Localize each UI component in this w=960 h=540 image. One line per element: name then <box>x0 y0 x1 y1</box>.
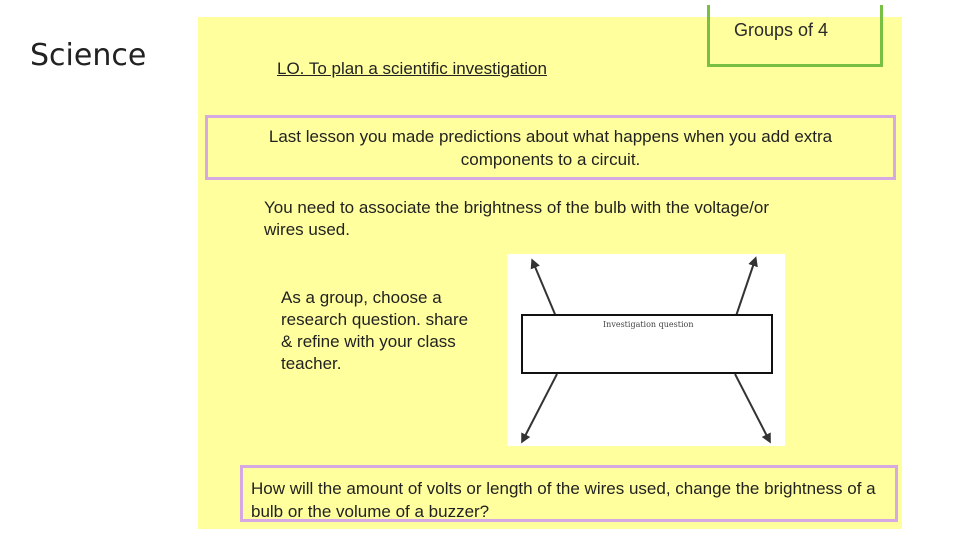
investigation-diagram <box>507 254 785 446</box>
group-instructions: As a group, choose a research question. share & refine with your class teacher. <box>281 288 469 373</box>
groups-label: Groups of 4 <box>734 20 829 40</box>
investigation-question-box <box>521 314 773 374</box>
prior-lesson-box <box>205 115 896 180</box>
association-note: You need to associate the brightness of the bulb with the voltage/or wires used. <box>264 198 769 239</box>
investigation-question-label: Investigation question <box>603 320 694 329</box>
research-question-text: How will the amount of volts or length of the wires used, change the brightness of a bulb or the volume of a buzzer? <box>251 479 876 521</box>
learning-objective: LO. To plan a scientific investigation <box>277 59 547 78</box>
arrow-bottom-right <box>735 374 769 440</box>
slide-title: Science <box>30 38 147 73</box>
arrow-top-left <box>533 262 557 319</box>
arrow-bottom-left <box>523 374 557 440</box>
arrow-top-right <box>735 260 755 319</box>
prior-lesson-text: Last lesson you made predictions about what happens when you add extra components to a circuit. <box>268 127 833 169</box>
research-question-box <box>240 465 898 522</box>
